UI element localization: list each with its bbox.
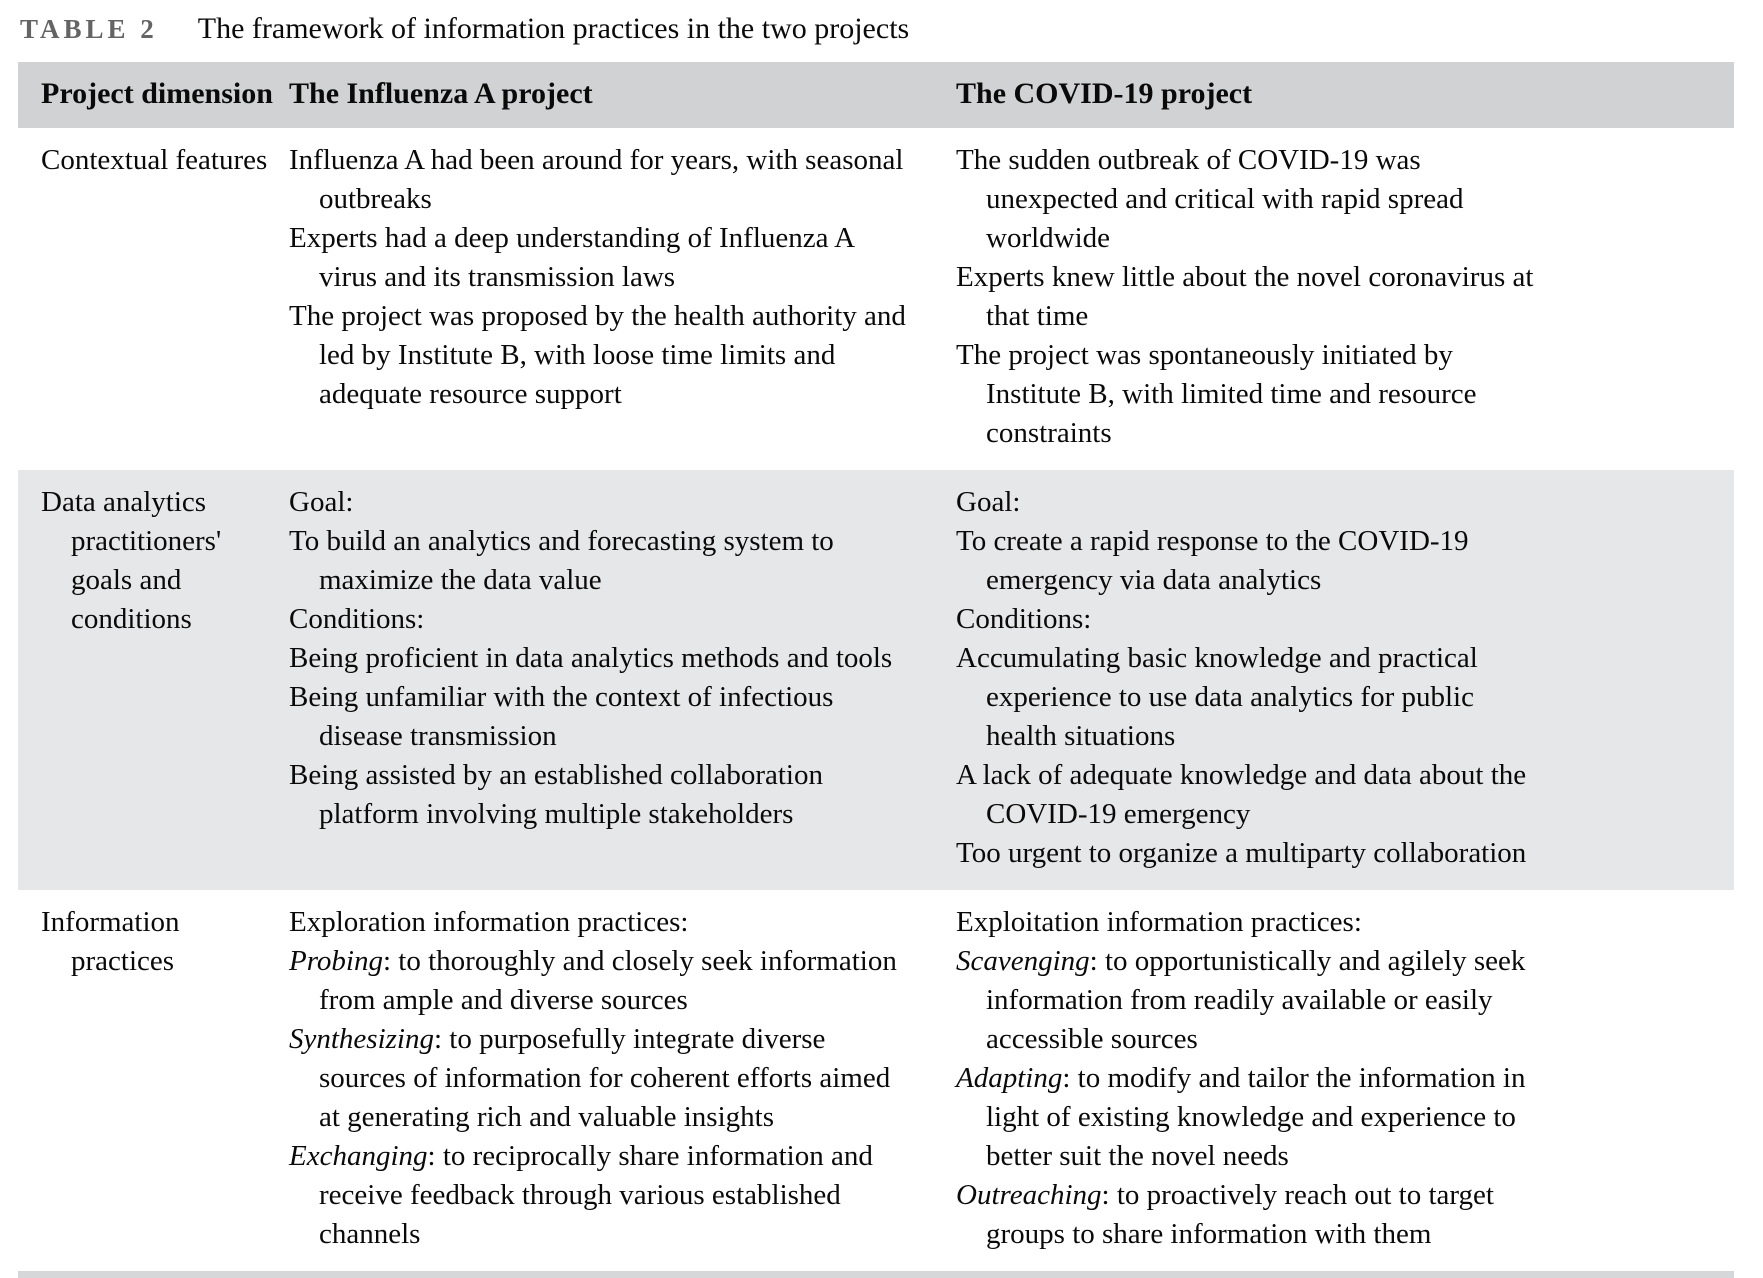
cell-paragraph: To create a rapid response to the COVID-19 emergency via data analytics: [956, 525, 1469, 596]
practice-term: Outreaching: [956, 1179, 1102, 1211]
cell-paragraph: The sudden outbreak of COVID-19 was unexpected and critical with rapid spread worldwide: [956, 144, 1464, 254]
table-caption: [20, 12, 1763, 46]
cell-paragraph: Outreaching: to proactively reach out to target groups to share information with them: [956, 1179, 1494, 1250]
cell-paragraph: Conditions:: [289, 603, 425, 635]
header-project-dimension: Project dimension: [18, 62, 289, 128]
header-influenza-project: The Influenza A project: [289, 62, 956, 128]
dimension-label: Data analytics practitioners' goals and conditions: [41, 486, 222, 635]
cell-paragraph: Being proficient in data analytics methods and tools: [289, 642, 893, 674]
cell-dimension-goals-and-conditions: [18, 470, 289, 890]
cell-paragraph: Accumulating basic knowledge and practical experience to use data analytics for public health situations: [956, 642, 1478, 752]
cell-paragraph: Adapting: to modify and tailor the information in light of existing knowledge and experience to better suit the novel needs: [956, 1062, 1526, 1172]
row-information-practices: [18, 890, 1734, 1275]
header-row: [18, 62, 1734, 128]
practice-term: Adapting: [956, 1062, 1063, 1094]
cell-dimension-contextual-features: [18, 128, 289, 470]
cell-paragraph: Being assisted by an established collaboration platform involving multiple stakeholders: [289, 759, 823, 830]
cell-paragraph: Goal:: [956, 486, 1021, 518]
cell-paragraph: A lack of adequate knowledge and data about the COVID-19 emergency: [956, 759, 1527, 830]
table-number-label: TABLE 2: [20, 14, 158, 44]
cell-paragraph: Goal:: [289, 486, 354, 518]
practice-term: Exchanging: [289, 1140, 428, 1172]
cell-influenza-goals-and-conditions: [289, 470, 956, 890]
cell-paragraph: Influenza A had been around for years, with seasonal outbreaks: [289, 144, 904, 215]
cell-influenza-contextual-features: [289, 128, 956, 470]
header-covid-project: The COVID-19 project: [956, 62, 1734, 128]
cell-covid-contextual-features: [956, 128, 1734, 470]
cell-paragraph: Probing: to thoroughly and closely seek information from ample and diverse sources: [289, 945, 897, 1016]
cell-paragraph: To build an analytics and forecasting system to maximize the data value: [289, 525, 834, 596]
cell-paragraph: Synthesizing: to purposefully integrate diverse sources of information for coherent efforts aimed at generating rich and valuable insights: [289, 1023, 891, 1133]
cell-paragraph: Experts knew little about the novel coronavirus at that time: [956, 261, 1534, 332]
dimension-label: Contextual features: [41, 144, 268, 176]
cell-paragraph: Exchanging: to reciprocally share information and receive feedback through various established channels: [289, 1140, 873, 1250]
cell-influenza-information-practices: [289, 890, 956, 1275]
row-contextual-features: [18, 128, 1734, 470]
framework-table: [18, 62, 1734, 1278]
cell-dimension-information-practices: [18, 890, 289, 1275]
cell-paragraph: Exploitation information practices:: [956, 906, 1362, 938]
practice-term: Scavenging: [956, 945, 1090, 977]
dimension-label: Information practices: [41, 906, 180, 977]
cell-covid-information-practices: [956, 890, 1734, 1275]
cell-paragraph: Exploration information practices:: [289, 906, 689, 938]
cell-paragraph: The project was proposed by the health authority and led by Institute B, with loose time limits and adequate resource support: [289, 300, 906, 410]
cell-paragraph: Experts had a deep understanding of Influenza A virus and its transmission laws: [289, 222, 854, 293]
practice-term: Probing: [289, 945, 383, 977]
row-goals-and-conditions: [18, 470, 1734, 890]
practice-term: Synthesizing: [289, 1023, 434, 1055]
table-caption-title: The framework of information practices in the two projects: [197, 12, 910, 45]
cell-paragraph: Being unfamiliar with the context of infectious disease transmission: [289, 681, 834, 752]
cell-paragraph: Conditions:: [956, 603, 1092, 635]
cell-paragraph: The project was spontaneously initiated by Institute B, with limited time and resource constraints: [956, 339, 1477, 449]
cell-paragraph: Scavenging: to opportunistically and agilely seek information from readily available or easily accessible sources: [956, 945, 1526, 1055]
cell-covid-goals-and-conditions: [956, 470, 1734, 890]
cell-paragraph: Too urgent to organize a multiparty collaboration: [956, 837, 1527, 869]
